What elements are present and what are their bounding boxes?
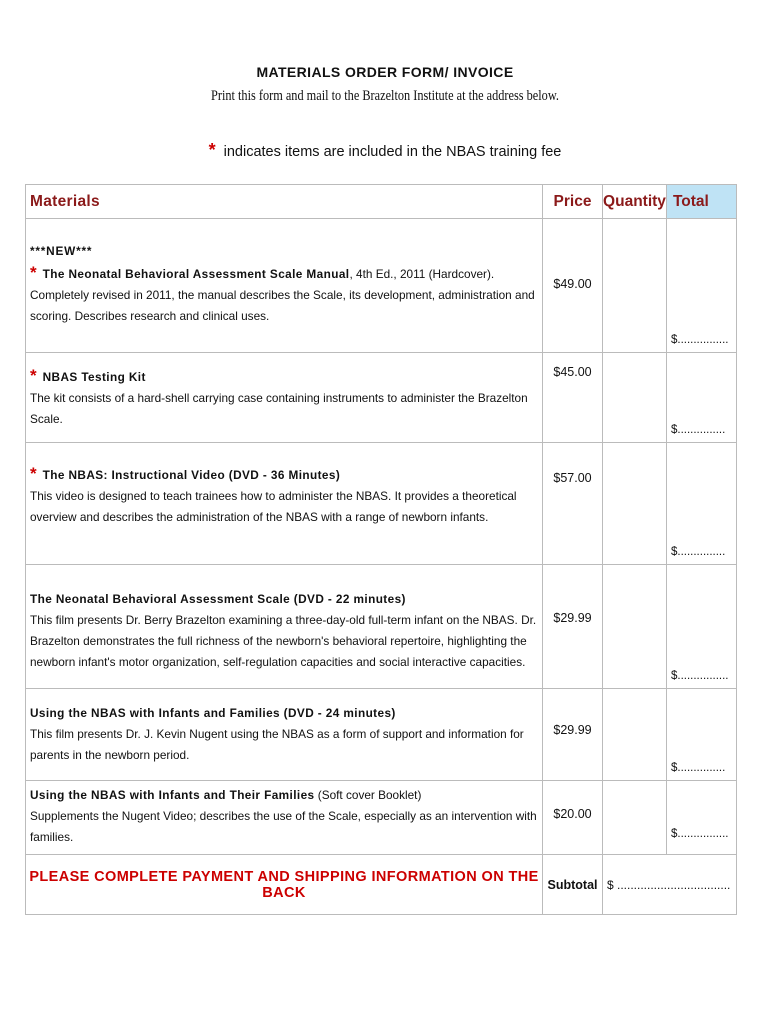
item-name: The Neonatal Behavioral Assessment Scale (DVD - 22 minutes) bbox=[30, 592, 406, 606]
item-description bbox=[26, 689, 543, 781]
item-price: $29.99 bbox=[543, 565, 603, 689]
page-title: MATERIALS ORDER FORM/ INVOICE bbox=[256, 64, 514, 80]
table-row bbox=[26, 353, 737, 443]
col-header-quantity: Quantity bbox=[603, 185, 667, 219]
asterisk-icon: * bbox=[30, 366, 37, 385]
table-row bbox=[26, 781, 737, 855]
asterisk-icon: * bbox=[208, 140, 216, 160]
item-description bbox=[26, 219, 543, 353]
fee-note bbox=[0, 140, 770, 161]
asterisk-icon: * bbox=[30, 263, 37, 282]
item-format: (Soft cover Booklet) bbox=[314, 788, 422, 802]
quantity-field[interactable] bbox=[603, 219, 667, 353]
col-header-total: Total bbox=[666, 185, 736, 219]
item-desc-text: This video is designed to teach trainees how to administer the NBAS. It provides a theoretical overview and describes the administration of the NBAS with a range of newborn infants. bbox=[30, 489, 517, 524]
quantity-field[interactable] bbox=[603, 565, 667, 689]
page-subtitle: Print this form and mail to the Brazelton Institute at the address below. bbox=[211, 88, 559, 104]
order-table bbox=[25, 184, 737, 915]
item-description bbox=[26, 353, 543, 443]
table-row bbox=[26, 689, 737, 781]
item-desc-text: This film presents Dr. Berry Brazelton examining a three-day-old full-term infant on the NBAS. Dr. Brazelton demonstrates the full richness of the newborn's behavioral repertoire, highlighting the newborn infant's motor organization, self-regulation capacities and social interactive capacities. bbox=[30, 613, 537, 669]
item-price: $45.00 bbox=[543, 353, 603, 443]
subtotal-row bbox=[26, 855, 737, 915]
total-field[interactable]: $................ bbox=[666, 781, 736, 855]
item-desc-text: Completely revised in 2011, the manual describes the Scale, its development, administration and scoring. Describes research and clinical uses. bbox=[30, 288, 535, 323]
item-description bbox=[26, 443, 543, 565]
subtotal-field[interactable]: $ .................................. bbox=[603, 855, 737, 915]
new-badge: ***NEW*** bbox=[30, 244, 93, 258]
shipping-note: PLEASE COMPLETE PAYMENT AND SHIPPING INFORMATION ON THE BACK bbox=[26, 855, 543, 915]
item-price: $29.99 bbox=[543, 689, 603, 781]
total-field[interactable]: $............... bbox=[666, 689, 736, 781]
item-price: $49.00 bbox=[543, 219, 603, 353]
table-row bbox=[26, 219, 737, 353]
item-price: $57.00 bbox=[543, 443, 603, 565]
item-desc-text: The kit consists of a hard-shell carrying case containing instruments to administer the Brazelton Scale. bbox=[30, 391, 528, 426]
item-desc-text: This film presents Dr. J. Kevin Nugent using the NBAS as a form of support and information for parents in the newborn period. bbox=[30, 727, 524, 762]
table-row bbox=[26, 443, 737, 565]
col-header-price: Price bbox=[543, 185, 603, 219]
subtotal-label: Subtotal bbox=[543, 855, 603, 915]
item-name: Using the NBAS with Infants and Their Families bbox=[30, 788, 315, 802]
quantity-field[interactable] bbox=[603, 443, 667, 565]
item-price: $20.00 bbox=[543, 781, 603, 855]
item-name: The Neonatal Behavioral Assessment Scale Manual bbox=[42, 267, 350, 281]
item-name: NBAS Testing Kit bbox=[42, 370, 146, 384]
quantity-field[interactable] bbox=[603, 689, 667, 781]
quantity-field[interactable] bbox=[603, 781, 667, 855]
table-row bbox=[26, 565, 737, 689]
total-field[interactable]: $................ bbox=[666, 219, 736, 353]
item-desc-text: Supplements the Nugent Video; describes the use of the Scale, especially as an intervention with families. bbox=[30, 809, 537, 844]
total-field[interactable]: $................ bbox=[666, 565, 736, 689]
item-description bbox=[26, 565, 543, 689]
item-description bbox=[26, 781, 543, 855]
total-field[interactable]: $............... bbox=[666, 443, 736, 565]
col-header-materials: Materials bbox=[26, 185, 543, 219]
quantity-field[interactable] bbox=[603, 353, 667, 443]
item-name: Using the NBAS with Infants and Families (DVD - 24 minutes) bbox=[30, 706, 396, 720]
item-edition: , 4th Ed., 2011 (Hardcover). bbox=[349, 267, 495, 281]
table-header-row bbox=[26, 185, 737, 219]
asterisk-icon: * bbox=[30, 464, 37, 483]
item-name: The NBAS: Instructional Video (DVD - 36 Minutes) bbox=[42, 468, 341, 482]
fee-note-text: indicates items are included in the NBAS training fee bbox=[223, 144, 562, 160]
total-field[interactable]: $............... bbox=[666, 353, 736, 443]
